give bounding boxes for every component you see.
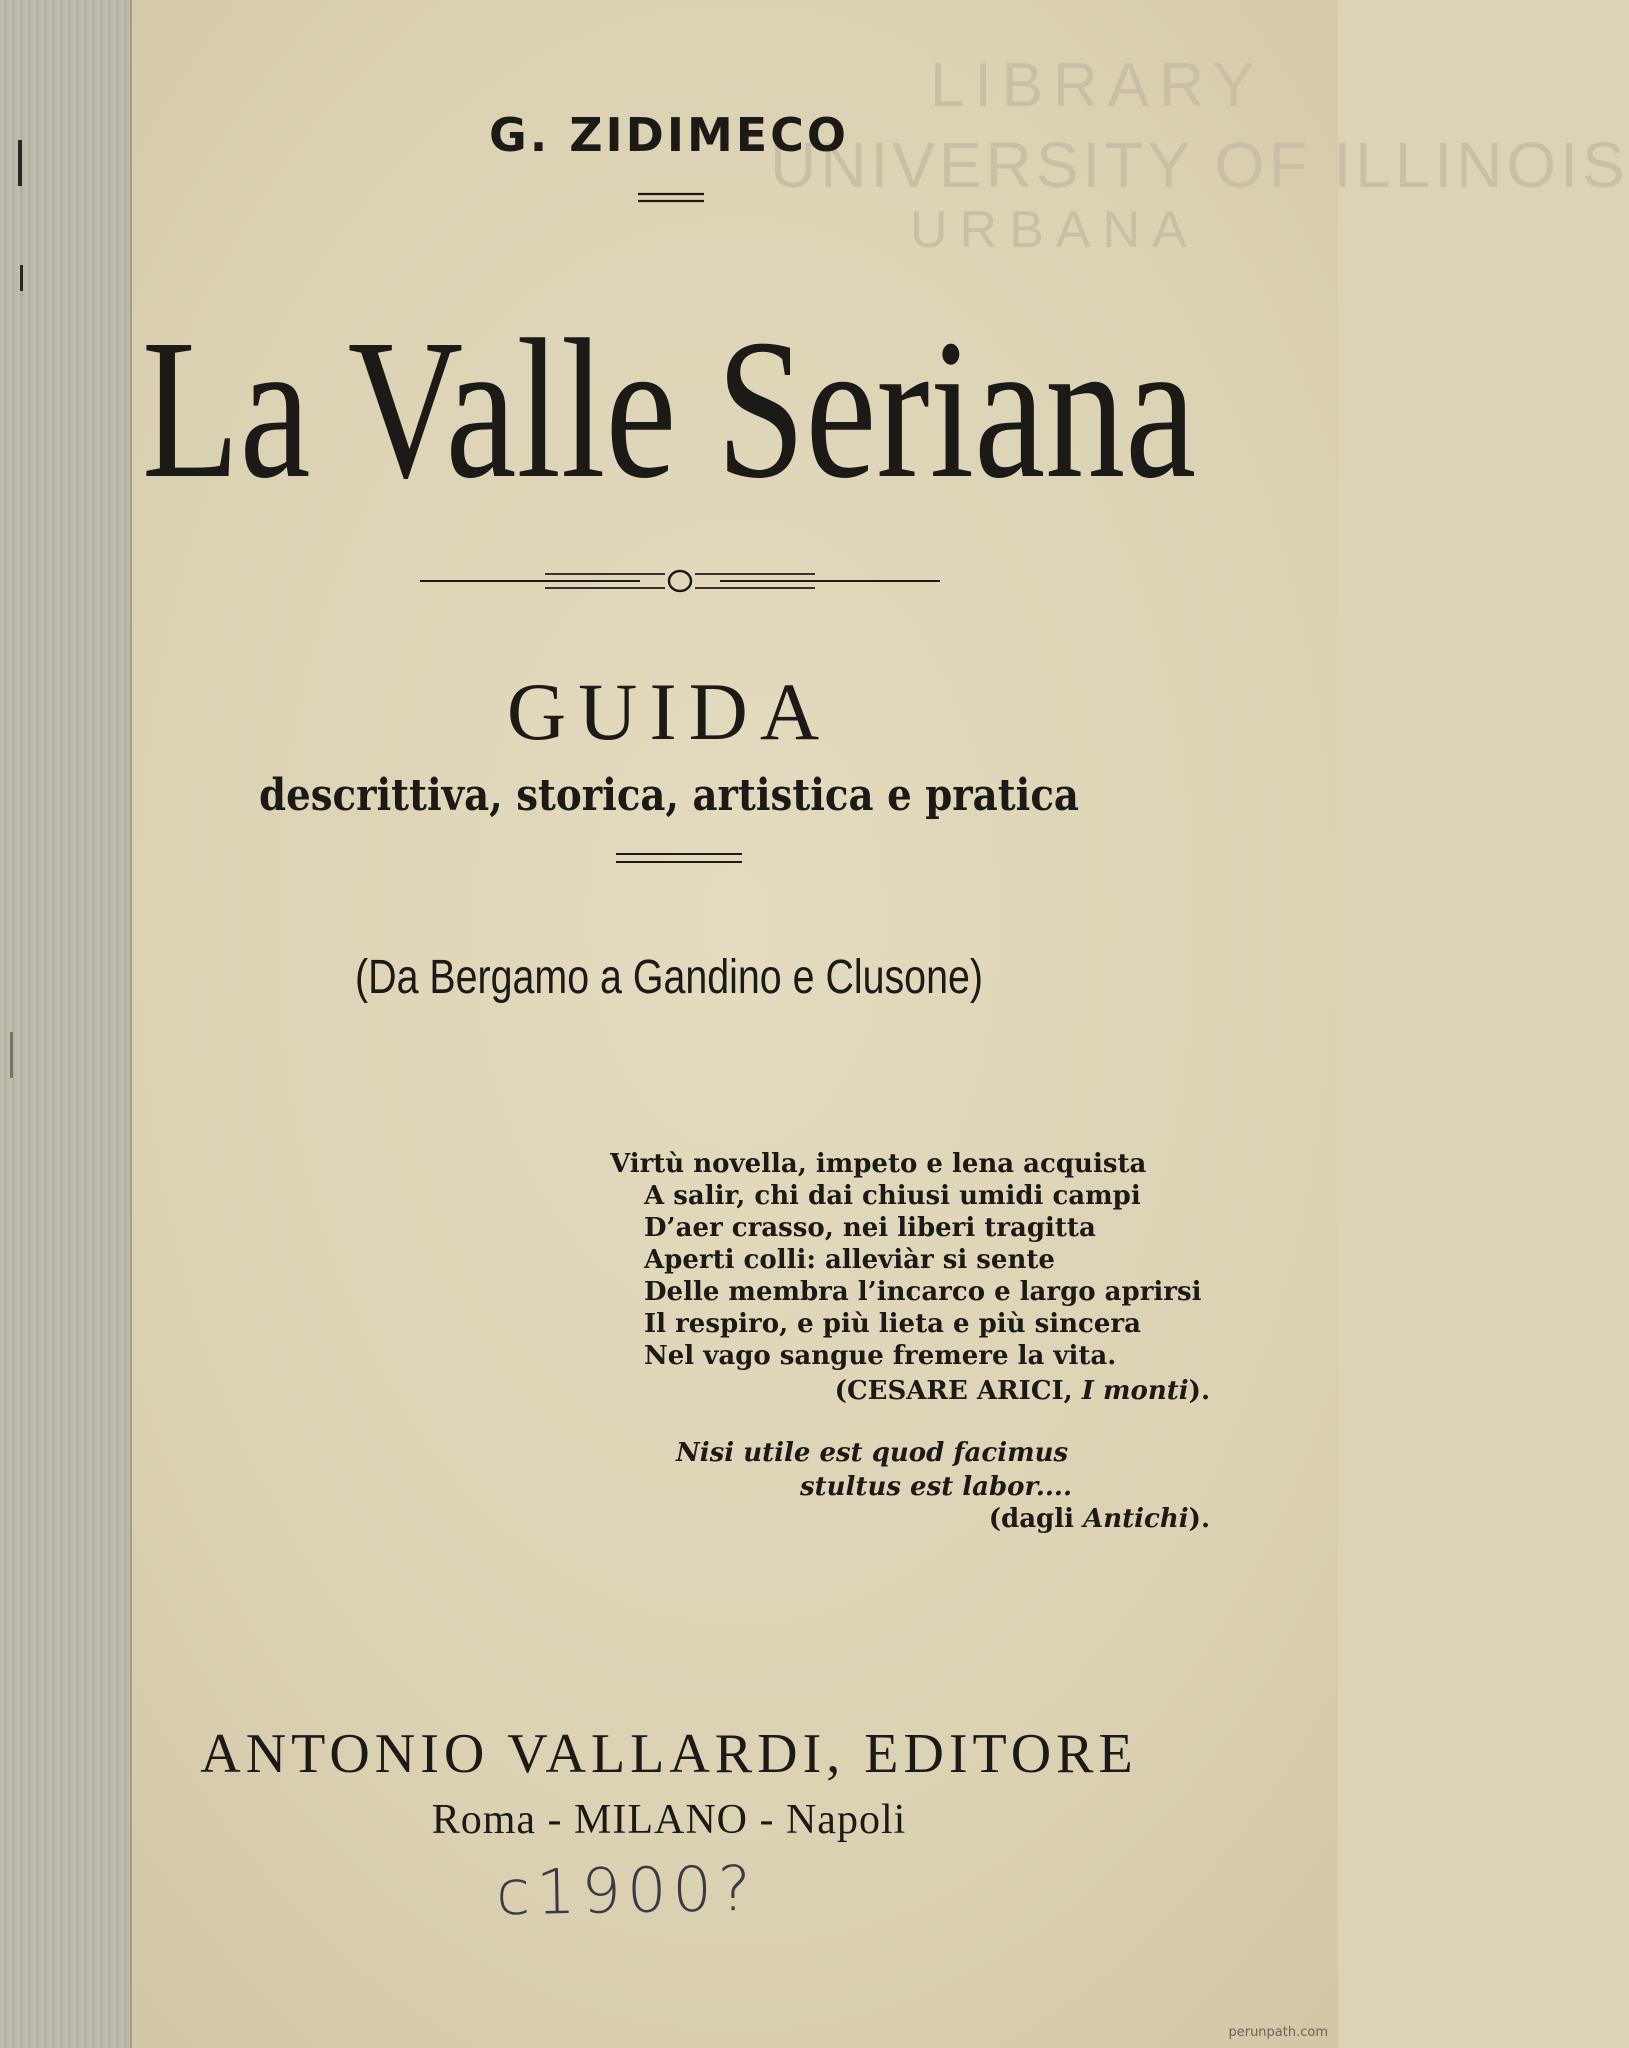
epigraph-citation: (CESARE ARICI, I monti).: [834, 1376, 1210, 1406]
spine-mark: [10, 1032, 13, 1078]
verse-line: A salir, chi dai chiusi umidi campi: [644, 1181, 1141, 1211]
latin-line-2: stultus est labor....: [800, 1472, 1073, 1502]
guide-subtitle: descrittiva, storica, artistica e pratica: [258, 770, 1080, 821]
route-description: (Da Bergamo a Gandino e Clusone): [355, 951, 983, 1004]
spine-mark: [20, 265, 23, 291]
verse-line: Il respiro, e più lieta e più sincera: [644, 1309, 1141, 1339]
stamp-line-1: LIBRARY: [930, 51, 1265, 120]
publisher-name: ANTONIO VALLARDI, EDITORE: [200, 1723, 1138, 1785]
verse-line: D’aer crasso, nei liberi tragitta: [644, 1213, 1096, 1243]
latin-motto: [676, 1436, 1072, 1504]
verse-line: Virtù novella, impeto e lena acquista: [610, 1149, 1147, 1179]
latin-citation-work: Antichi: [1083, 1504, 1189, 1534]
verse-line: Nel vago sangue fremere la vita.: [644, 1341, 1117, 1371]
author-rule: [638, 192, 704, 204]
author-name: G. ZIDIMECO: [488, 108, 850, 162]
guide-heading: GUIDA: [506, 666, 832, 757]
citation-work: I monti: [1081, 1376, 1189, 1406]
subtitle-rule: [616, 852, 742, 866]
verse-line: Aperti colli: alleviàr si sente: [644, 1245, 1055, 1275]
handwritten-date: c1900?: [495, 1851, 758, 1930]
publisher-cities: Roma - MILANO - Napoli: [431, 1797, 907, 1843]
latin-line-1: Nisi utile est quod facimus: [676, 1438, 1069, 1468]
citation-author: CESARE ARICI: [846, 1376, 1064, 1406]
stamp-line-3: URBANA: [910, 201, 1199, 259]
book-title: La Valle Seriana: [141, 299, 1197, 520]
stamp-line-2: UNIVERSITY OF ILLINOIS: [770, 129, 1629, 201]
verse-line: Delle membra l’incarco e largo aprirsi: [644, 1277, 1202, 1307]
title-ornament: [420, 568, 940, 600]
latin-citation-prefix: dagli: [1001, 1504, 1074, 1534]
watermark-credit: perunpath.com: [1228, 2025, 1328, 2040]
epigraph-verse: [610, 1148, 1202, 1372]
latin-citation: (dagli Antichi).: [988, 1504, 1210, 1534]
